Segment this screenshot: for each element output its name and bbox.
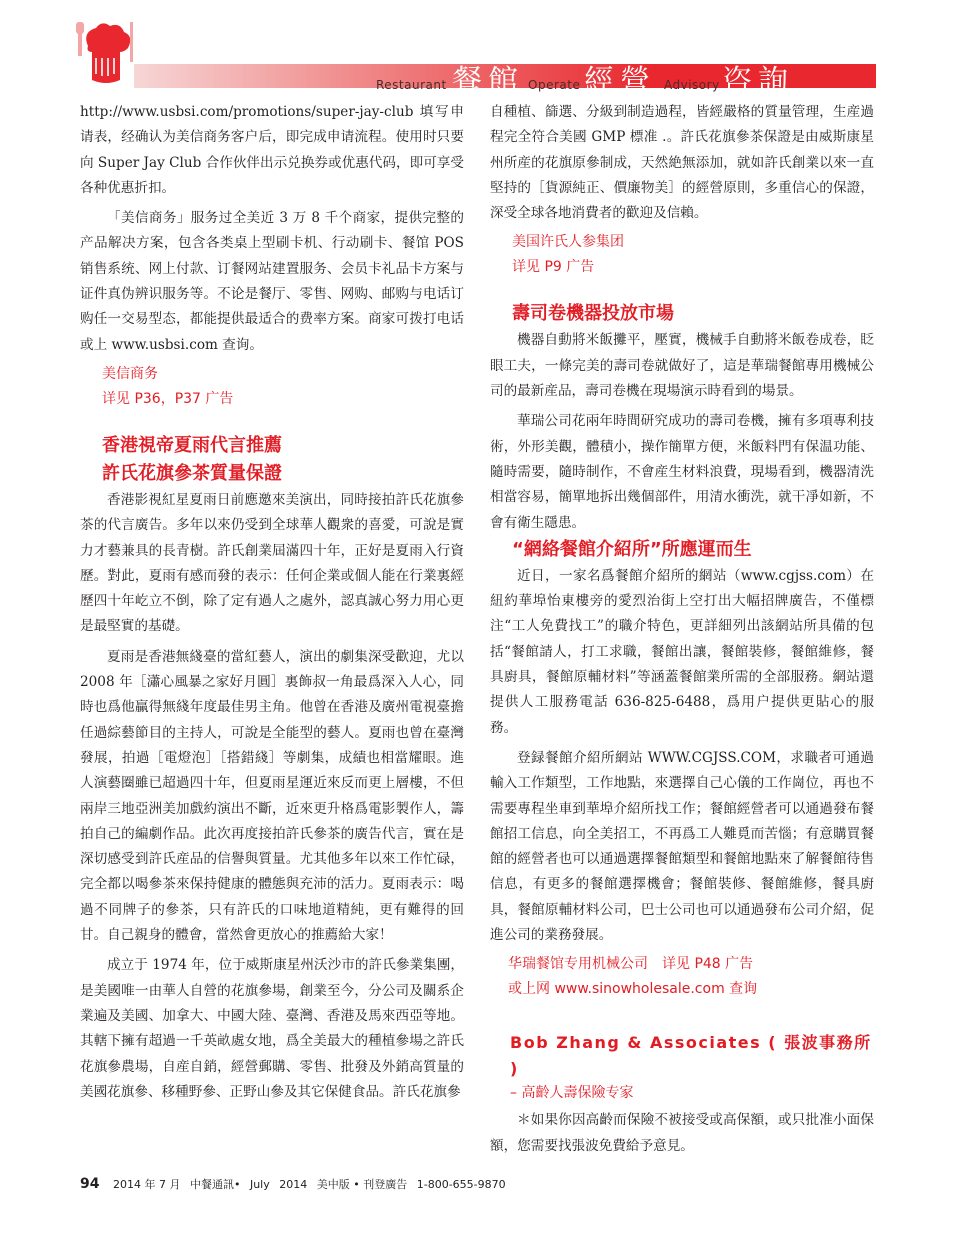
- footer-year: 2014: [279, 1178, 308, 1191]
- left-paragraph-2: 「美信商务」服务过全美近 3 万 8 千个商家，提供完整的产品解决方案，包含各类桌上型刷卡机、行动刷卡、餐馆 POS 销售系统、网上付款、订餐网站建置服务、会员卡礼品卡方案与证件真伪辨识服务等。不论是餐厅、零售、网购、邮购与电话订购任一交易型态，都能提供最适合的费率方案。商家可拨打电话或上 www.usbsi.com 查询。: [80, 210, 464, 353]
- right-headline-sushi: 壽司卷機器投放市場: [512, 303, 674, 325]
- footer-edition: 美中版 • 刊登廣告: [316, 1178, 408, 1191]
- right-paragraph-1: 自種植、篩選、分級到制造過程，皆經嚴格的質量管理，生産過程完全符合美國 GMP 標准 .。許氏花旗參茶保證是由威斯康星州所産的花旗原參制成，天然絶無添加，就如許氏創業以來一直堅持的［貨源純正、價廉物美］的經營原則，多重信心的保證，深受全球各地消費者的歡迎及信賴。: [490, 104, 874, 222]
- right-column: [490, 100, 874, 1159]
- header-cn-operate: 經營: [584, 64, 656, 99]
- left-paragraph-3: 香港影視紅星夏雨日前應邀來美演出，同時接拍許氏花旗參茶的代言廣告。多年以來仍受到全球華人觀衆的喜愛，可說是實力才藝兼具的長青樹。許氏創業屆滿四十年，正好是夏雨入行資歷。對此，夏雨有感而發的表示：任何企業或個人能在行業裏經歷四十年屹立不倒，除了定有過人之處外，認真誠心努力用心更是最堅實的基礎。: [80, 491, 464, 635]
- right-paragraph-2: 機器自動將米飯攤平，壓實，機械手自動將米飯卷成卷，眨眼工夫，一條完美的壽司卷就做好了，這是華瑞餐館專用機械公司的最新産品，壽司卷機在現場演示時看到的場景。: [490, 332, 874, 400]
- left-credit-company: 美信商务: [102, 365, 158, 382]
- header-en-restaurant: Restaurant: [376, 78, 447, 92]
- footer-phone: 1-800-655-9870: [416, 1178, 506, 1191]
- page-footer: [80, 1176, 512, 1192]
- right-paragraph-3: 華瑞公司花兩年時間研究成功的壽司卷機，擁有多項專利技術，外形美觀，體積小，操作簡單方便，米飯料門有保温功能、隨時需要，隨時制作，不會産生材料浪費，現場看到，機器清洗相當容易，簡單地拆出幾個部件，用清水衝洗，就干凈如新，不會有衛生隱患。: [490, 413, 874, 531]
- bob-zhang-block: [490, 1030, 874, 1159]
- left-headline-line-2: 許氏花旗參茶質量保證: [102, 462, 282, 484]
- footer-publication: 中餐通訊•: [189, 1178, 241, 1191]
- page-header: [0, 0, 956, 100]
- left-paragraph-1: http://www.usbsi.com/promotions/super-jay-club 填写申请表，经确认为美信商务客户后，即完成申请流程。使用时只要向 Super Jay Club 合作伙伴出示兑换券或优惠代码，即可享受各种优惠折扣。: [80, 104, 464, 196]
- left-headline-line-1: 香港視帝夏雨代言推薦: [102, 434, 282, 456]
- footer-month: July: [249, 1178, 270, 1191]
- right-credit-company: 美国许氏人参集团: [512, 234, 624, 251]
- right-headline-network: “網絡餐館介紹所”所應運而生: [512, 538, 752, 560]
- bob-zhang-subtitle: – 高齡人壽保險专家: [510, 1085, 634, 1102]
- header-cn-advisory: 咨詢: [722, 64, 794, 99]
- restaurant-utensils-logo-icon: [74, 18, 138, 88]
- right-credit-block-1: [490, 230, 874, 280]
- right-credit-ad-ref: 详见 P9 广告: [512, 259, 595, 276]
- header-en-operate: Operate: [528, 78, 581, 92]
- right-paragraph-5: 登録餐館介紹所網站 WWW.CGJSS.COM，求職者可通過輸入工作類型，工作地點，來選擇自己心儀的工作崗位，再也不需要專程坐車到華埠介紹所找工作；餐館經營者可以通過發布餐館招工信息，向全美招工，不再爲工人難覓而苦惱；有意購買餐館的經營者也可以通過選擇餐館類型和餐館地點來了解餐館待售信息，有更多的餐館選擇機會；餐館裝修、餐館維修，餐具廚具，餐館原輔材料公司，巴士公司也可以通過發布公司介紹，促進公司的業務發展。: [490, 749, 874, 944]
- left-credit-block-1: [80, 362, 464, 412]
- bob-zhang-paragraph: ＊如果你因高齡而保險不被接受或高保額，或只批准小面保額，您需要找張波免費給予意見。: [490, 1112, 874, 1154]
- right-paragraph-4: 近日，一家名爲餐館介紹所的網站（www.cgjss.com）在紐約華埠怡東樓旁的愛烈治街上空打出大幅招牌廣告，不僅標注“工人免費找工”的職介特色，更詳細列出該網站所具備的包括“餐館請人，打工求職，餐館出讓，餐館裝修，餐館維修，餐具廚具，餐館原輔材料”等涵蓋餐館業所需的全部服務。網站還提供人工服務電話 636-825-6488，爲用户提供更貼心的服務。: [490, 567, 874, 736]
- left-paragraph-5: 成立于 1974 年，位于威斯康星州沃沙市的許氏參業集團，是美國唯一由華人自營的花旗參場，創業至今，分公司及關系企業遍及美國、加拿大、中國大陸、臺灣、香港及馬來西亞等地。其轄下擁有超過一千英畝處女地，爲全美最大的種植參場之許氏花旗參農場，自産自銷，經營郵購、零售、批發及外銷高質量的美國花旗參、移種野參、正野山參及其它保健食品。許氏花旗參: [80, 957, 464, 1100]
- bob-zhang-title: Bob Zhang & Associates ( 張波事務所 ): [510, 1033, 872, 1079]
- right-credit-block-2: [490, 952, 874, 1002]
- left-credit-ad-ref: 详见 P36，P37 广告: [102, 390, 234, 407]
- left-paragraph-4: 夏雨是香港無綫臺的當紅藝人，演出的劇集深受歡迎，尤以 2008 年［瀟心風暴之家好月圓］裏飾叔一角最爲深入人心，同時也爲他贏得無綫年度最佳男主角。他曾在香港及廣州電視臺擔任過綜藝節目的主持人，可說是全能型的藝人。夏雨也曾在臺灣發展，拍過［電燈泡］［搭錯綫］等劇集，成績也相當耀眼。進人演藝圈雖已超過四十年，但夏雨星運近來反而更上層樓，不但兩岸三地亞洲美加戲約演出不斷，近來更升格爲電影製作人，籌拍自己的編劇作品。此次再度接拍許氏參茶的廣告代言，實在是深切感受到許氏産品的信譽與質量。尤其他多年以來工作忙碌，完全都以喝參茶來保持健康的體態與充沛的活力。夏雨表示：喝過不同牌子的參茶，只有許氏的口味地道精純，更有難得的回甘。自己親身的體會，當然會更放心的推薦給大家！: [80, 648, 464, 944]
- right-credit-website: 或上网 www.sinowholesale.com 查询: [508, 981, 758, 998]
- left-headline-block: [80, 432, 464, 488]
- header-en-advisory: Advisory: [664, 78, 720, 92]
- header-cn-restaurant: 餐館: [452, 64, 524, 99]
- right-credit-machinery: 华瑞餐馆专用机械公司 详见 P48 广告: [508, 956, 754, 973]
- footer-date: 2014 年 7 月: [112, 1178, 181, 1191]
- page-number: 94: [80, 1176, 100, 1192]
- left-column: [80, 100, 464, 1105]
